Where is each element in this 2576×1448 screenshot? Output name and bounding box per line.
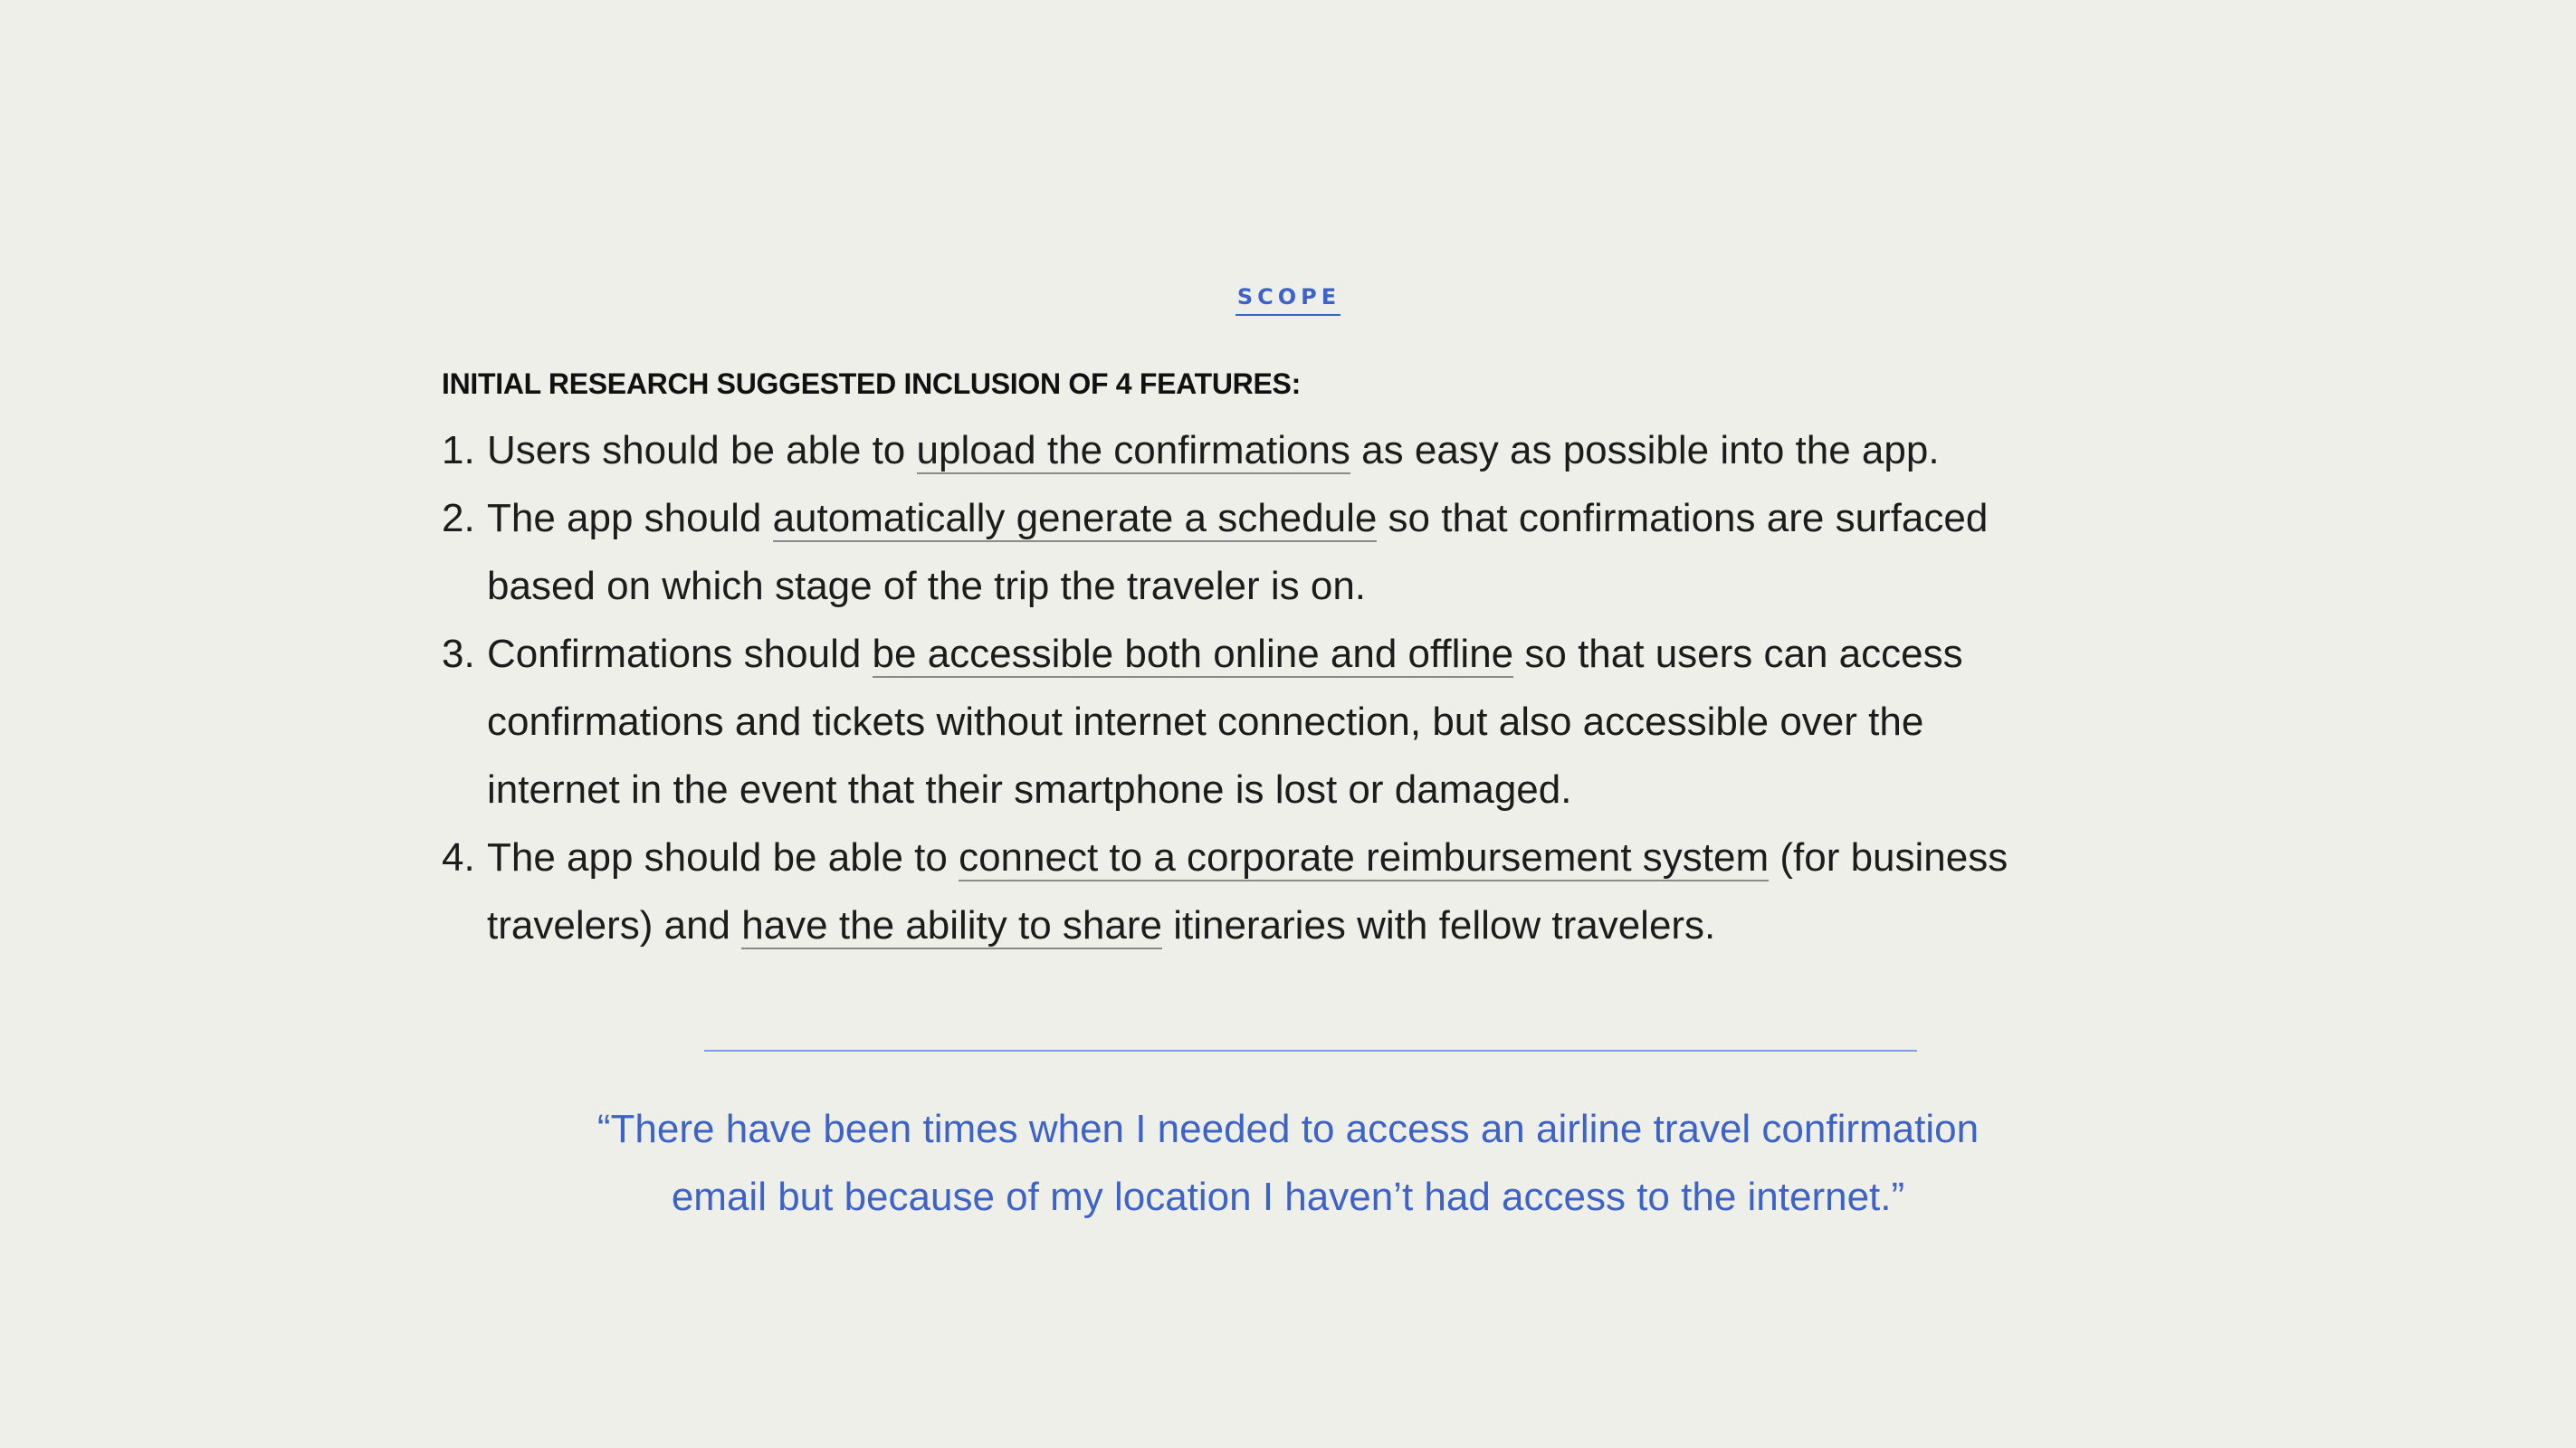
feature-text: The app should be able to bbox=[487, 835, 959, 880]
feature-text: so that confirmations are surfaced bbox=[1377, 496, 1989, 540]
quote-line-2: email but because of my location I haven’t had access to the internet.” bbox=[671, 1175, 1905, 1219]
feature-line bbox=[487, 756, 2252, 824]
feature-item-4 bbox=[442, 824, 2252, 959]
user-quote bbox=[0, 1095, 2576, 1231]
feature-highlight: connect to a corporate reimbursement system bbox=[959, 835, 1770, 880]
intro-heading: INITIAL RESEARCH SUGGESTED INCLUSION OF 4 FEATURES: bbox=[442, 367, 1301, 400]
feature-highlight: have the ability to share bbox=[741, 903, 1162, 948]
feature-list bbox=[442, 416, 2252, 959]
feature-line bbox=[487, 891, 2252, 959]
feature-number: 3. bbox=[442, 632, 475, 676]
feature-item-1 bbox=[442, 416, 2252, 484]
feature-text: so that users can access bbox=[1513, 632, 1963, 676]
section-label-text: SCOPE bbox=[1236, 284, 1340, 316]
feature-highlight: be accessible both online and offline bbox=[872, 632, 1514, 676]
feature-text: (for business bbox=[1769, 835, 2008, 880]
feature-line bbox=[487, 416, 2252, 484]
feature-number: 4. bbox=[442, 835, 475, 880]
feature-text: itineraries with fellow travelers. bbox=[1161, 903, 1716, 948]
quote-divider bbox=[704, 1050, 1917, 1052]
feature-text: internet in the event that their smartphone is lost or damaged. bbox=[487, 767, 1572, 812]
feature-item-2 bbox=[442, 484, 2252, 620]
feature-text: The app should bbox=[487, 496, 773, 540]
feature-highlight: automatically generate a schedule bbox=[772, 496, 1378, 540]
feature-text: based on which stage of the trip the traveler is on. bbox=[487, 564, 1367, 608]
feature-highlight: upload the confirmations bbox=[916, 428, 1350, 472]
feature-text: as easy as possible into the app. bbox=[1350, 428, 1940, 472]
feature-number: 1. bbox=[442, 428, 475, 472]
feature-line bbox=[487, 688, 2252, 756]
feature-text: confirmations and tickets without internet connection, but also accessible over the bbox=[487, 700, 1924, 744]
feature-line bbox=[487, 484, 2252, 552]
feature-text: Confirmations should bbox=[487, 632, 873, 676]
feature-text: travelers) and bbox=[487, 903, 742, 948]
feature-line bbox=[487, 620, 2252, 688]
feature-item-3 bbox=[442, 620, 2252, 824]
section-label bbox=[0, 284, 2576, 316]
feature-text: Users should be able to bbox=[487, 428, 917, 472]
feature-line bbox=[487, 552, 2252, 620]
feature-line bbox=[487, 824, 2252, 891]
quote-line-1: “There have been times when I needed to access an airline travel confirmation bbox=[596, 1107, 1980, 1151]
feature-number: 2. bbox=[442, 496, 475, 540]
